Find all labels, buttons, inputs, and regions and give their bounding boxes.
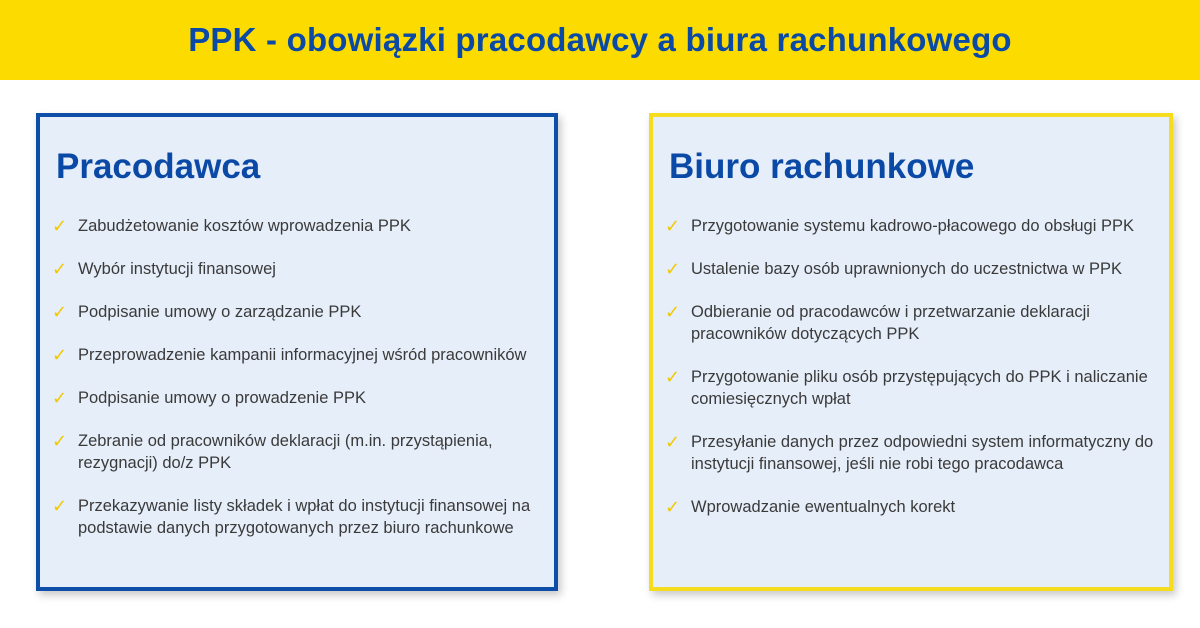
list-item: ✓ Wprowadzanie ewentualnych korekt	[665, 497, 956, 517]
list-item: ✓ Podpisanie umowy o zarządzanie PPK	[52, 302, 362, 322]
list-item: ✓ Ustalenie bazy osób uprawnionych do uczestnictwa w PPK	[665, 259, 1123, 279]
list-item: ✓ Przekazywanie listy składek i wpłat do instytucji finansowej na podstawie danych przygotowanych przez biuro rachunkowe	[52, 496, 531, 537]
page-title: PPK - obowiązki pracodawcy a biura rachunkowego	[188, 21, 1012, 58]
list-item: ✓ Zebranie od pracowników deklaracji (m.in. przystąpienia, rezygnacji) do/z PPK	[52, 431, 493, 472]
check-icon: ✓	[665, 497, 681, 517]
check-icon: ✓	[52, 345, 68, 365]
list-item: ✓ Przesyłanie danych przez odpowiedni system informatyczny do instytucji finansowej, jeśli nie robi tego pracodawca	[665, 432, 1154, 473]
header-banner	[0, 0, 1200, 80]
list-item: ✓ Wybór instytucji finansowej	[52, 259, 276, 279]
check-icon: ✓	[665, 367, 681, 387]
employer-duties-list	[52, 215, 542, 560]
check-icon: ✓	[52, 259, 68, 279]
employer-card-title: Pracodawca	[56, 147, 261, 186]
accounting-office-card	[649, 113, 1173, 591]
list-item: ✓ Przeprowadzenie kampanii informacyjnej wśród pracowników	[52, 345, 527, 365]
check-icon: ✓	[52, 302, 68, 322]
office-card-title: Biuro rachunkowe	[669, 147, 975, 186]
check-icon: ✓	[52, 496, 68, 516]
list-item: ✓ Zabudżetowanie kosztów wprowadzenia PPK	[52, 216, 411, 236]
office-duties-list	[665, 215, 1157, 539]
check-icon: ✓	[52, 216, 68, 236]
list-item: ✓ Przygotowanie systemu kadrowo-płacowego do obsługi PPK	[665, 216, 1134, 236]
employer-card	[36, 113, 558, 591]
check-icon: ✓	[665, 432, 681, 452]
list-item: ✓ Podpisanie umowy o prowadzenie PPK	[52, 388, 367, 408]
list-item: ✓ Przygotowanie pliku osób przystępujących do PPK i naliczanie comiesięcznych wpłat	[665, 367, 1148, 408]
check-icon: ✓	[665, 302, 681, 322]
check-icon: ✓	[52, 388, 68, 408]
check-icon: ✓	[665, 259, 681, 279]
check-icon: ✓	[665, 216, 681, 236]
list-item: ✓ Odbieranie od pracodawców i przetwarzanie deklaracji pracowników dotyczących PPK	[665, 302, 1090, 343]
check-icon: ✓	[52, 431, 68, 451]
